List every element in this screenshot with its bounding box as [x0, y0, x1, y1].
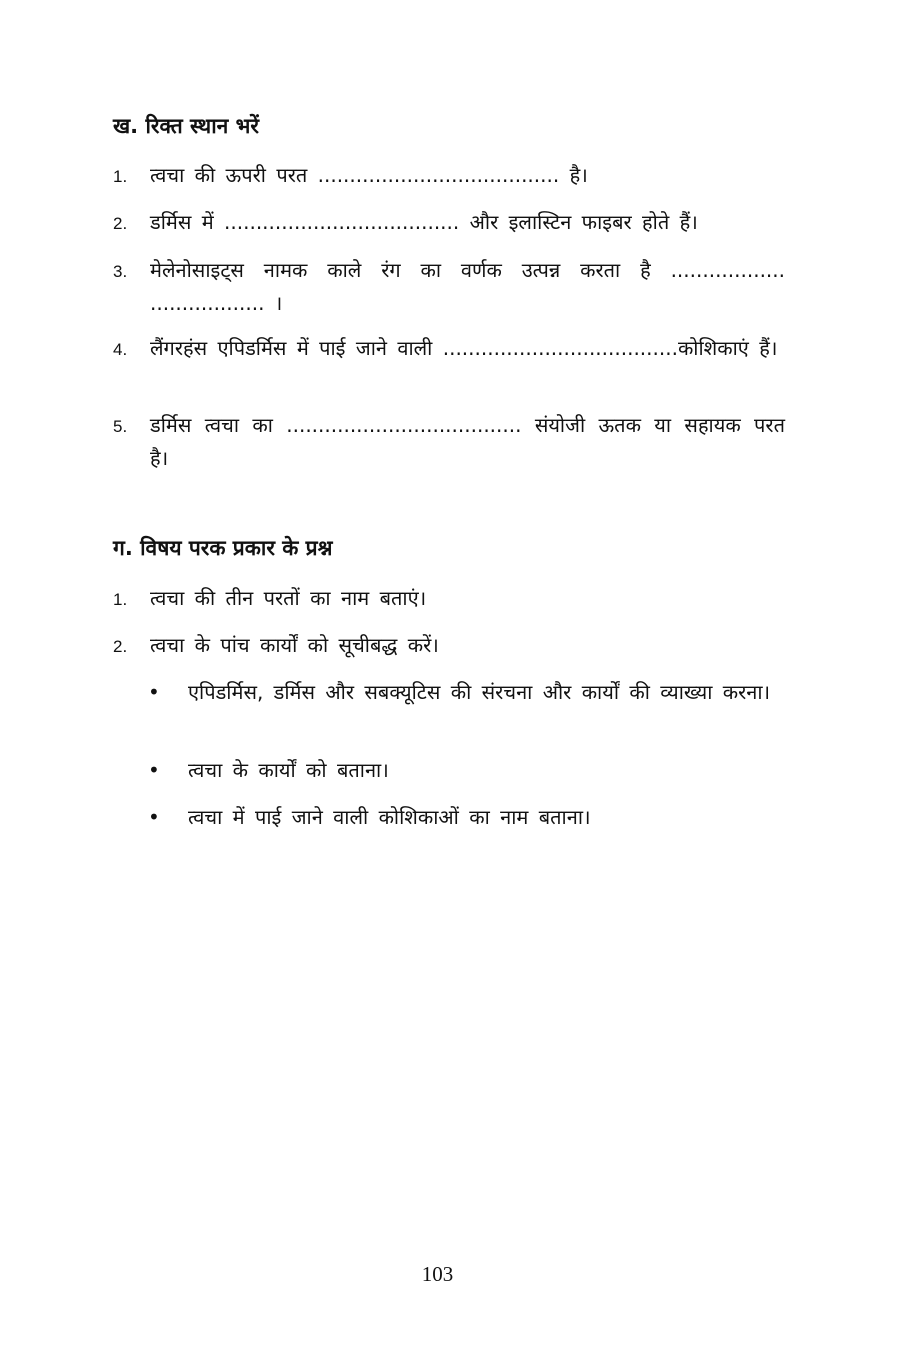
fill-blank-item-1 [113, 159, 785, 192]
subjective-item-2 [113, 629, 785, 662]
item-number: 2. [113, 214, 128, 233]
bullet-item-2 [148, 754, 785, 787]
bullet-mark: • [148, 758, 160, 782]
item-number: 5. [113, 417, 128, 436]
bullet-text: एपिडर्मिस, डर्मिस और सबक्यूटिस की संरचना और कार्यों की व्याख्या करना। [188, 680, 771, 704]
section-heading-subjective-questions: ग. विषय परक प्रकार के प्रश्न [113, 536, 333, 560]
subjective-item-1 [113, 582, 785, 615]
item-number: 3. [113, 262, 128, 281]
bullet-mark: • [148, 680, 160, 704]
bullet-text: त्वचा में पाई जाने वाली कोशिकाओं का नाम बताना। [188, 805, 591, 829]
item-number: 4. [113, 340, 128, 359]
item-text: लैंगरहंस एपिडर्मिस में पाई जाने वाली .....................................कोशिकाएं हैं। [150, 336, 778, 360]
item-number: 1. [113, 167, 128, 186]
bullet-mark: • [148, 805, 160, 829]
item-text: डर्मिस में ..................................... और इलास्टिन फाइबर होते हैं। [150, 210, 698, 234]
bullet-text: त्वचा के कार्यों को बताना। [188, 758, 389, 782]
page-number: 103 [421, 1262, 454, 1286]
item-text: मेलेनोसाइट्स नामक काले रंग का वर्णक उत्पन्न करता है .................. .................. । [150, 258, 785, 315]
item-number: 2. [113, 637, 128, 656]
item-number: 1. [113, 590, 128, 609]
bullet-item-3 [148, 801, 785, 834]
item-text: त्वचा की तीन परतों का नाम बताएं। [150, 586, 427, 610]
fill-blank-item-3 [113, 254, 785, 320]
fill-blank-item-2 [113, 206, 785, 239]
item-text: त्वचा की ऊपरी परत ...................................... है। [150, 163, 588, 187]
fill-blank-item-4 [113, 332, 785, 365]
item-text: डर्मिस त्वचा का ..................................... संयोजी ऊतक या सहायक परत है। [150, 413, 785, 470]
fill-blank-item-5 [113, 409, 785, 475]
item-text: त्वचा के पांच कार्यों को सूचीबद्ध करें। [150, 633, 439, 657]
bullet-item-1 [148, 676, 785, 709]
section-heading-fill-in-blanks: ख. रिक्त स्थान भरें [113, 114, 259, 138]
